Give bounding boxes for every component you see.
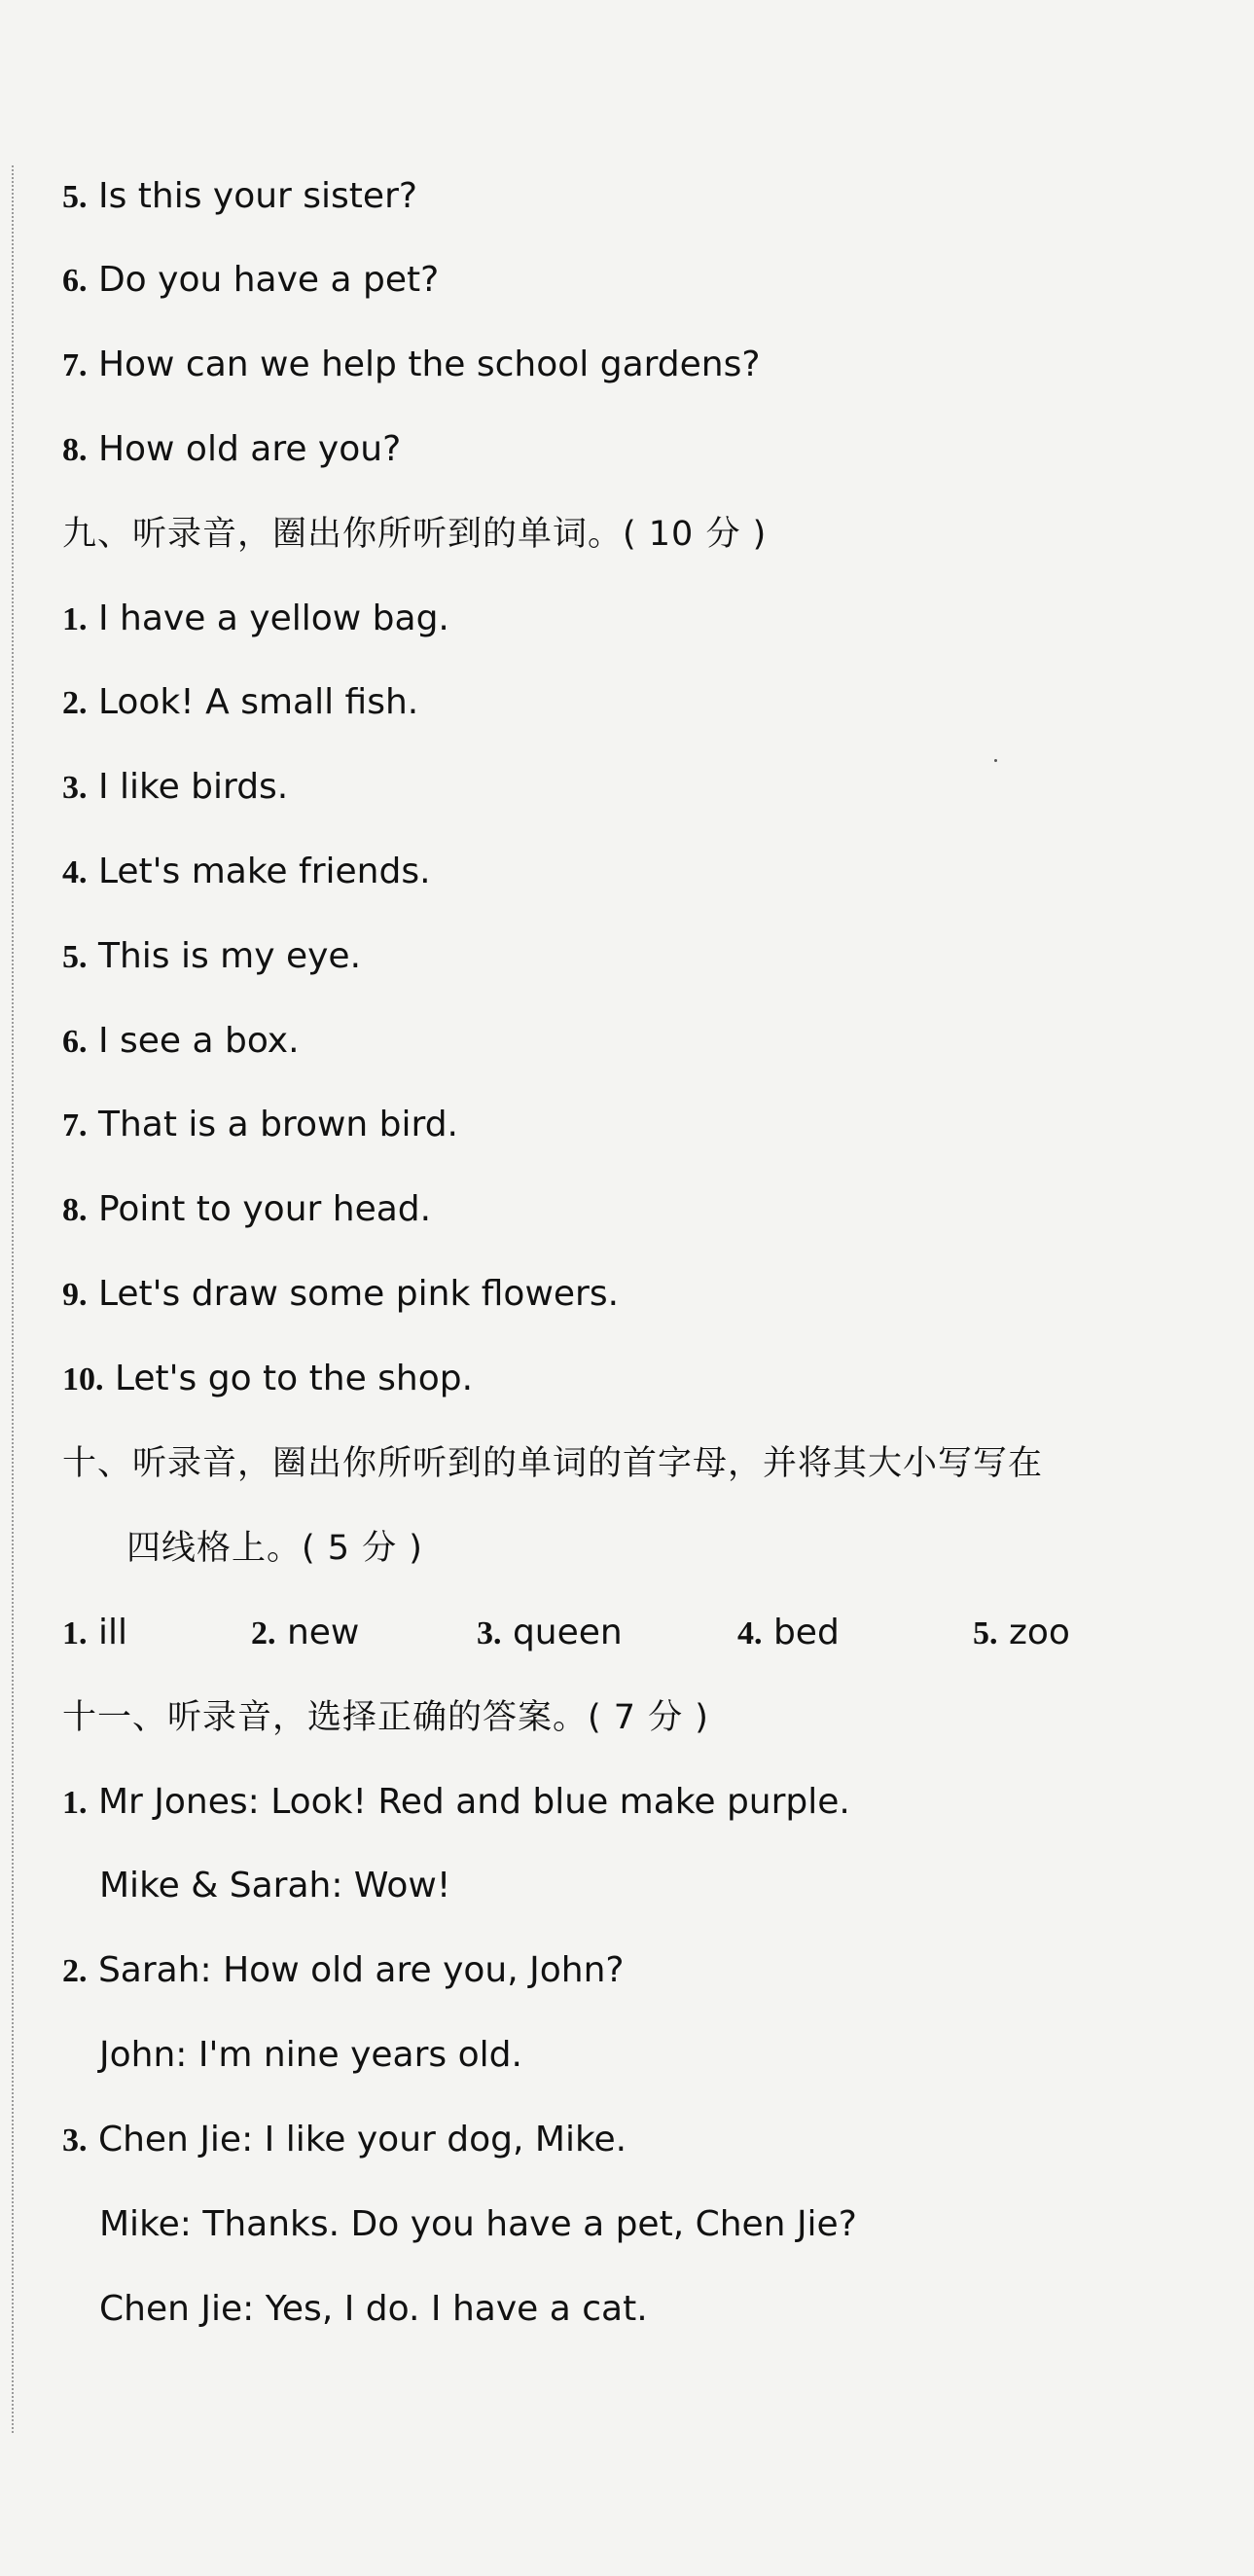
item-number: 1. (62, 601, 88, 637)
item-text: Point to your head. (97, 1189, 432, 1229)
item-number: 9. (62, 1277, 88, 1313)
part10-word-1 (62, 1612, 127, 1655)
part8-item-6 (62, 259, 439, 303)
part11-item-1 (62, 1781, 850, 1825)
item-number: 6. (62, 1024, 88, 1060)
item-number: 3. (62, 770, 88, 806)
item-number: 3. (62, 2122, 88, 2159)
part8-item-5 (62, 175, 417, 219)
item-number: 1. (62, 1615, 88, 1651)
item-text: queen (512, 1613, 623, 1652)
part9-item-2 (62, 681, 418, 725)
item-text: bed (772, 1613, 840, 1652)
part11-item-2 (62, 1949, 625, 1993)
part9-item-7 (62, 1104, 458, 1147)
part9-item-4 (62, 851, 431, 894)
part9-item-1 (62, 598, 449, 641)
part9-item-9 (62, 1273, 619, 1317)
dialogue-line: Chen Jie: I like your dog, Mike. (97, 2120, 627, 2159)
item-number: 6. (62, 263, 88, 299)
item-text: How old are you? (97, 429, 402, 469)
item-number: 4. (62, 854, 88, 890)
item-number: 2. (62, 1953, 88, 1989)
item-number: 2. (251, 1615, 276, 1651)
dialogue-line: Mike & Sarah: Wow! (99, 1866, 451, 1905)
part8-item-8 (62, 428, 401, 472)
item-number: 2. (62, 685, 88, 721)
binding-dotted-line (12, 165, 14, 2433)
item-text: ill (97, 1613, 127, 1652)
item-text: Let's draw some pink flowers. (97, 1274, 620, 1314)
item-text: Is this your sister? (97, 176, 417, 216)
item-text: Let's go to the shop. (114, 1359, 474, 1398)
part10-word-2 (251, 1612, 359, 1655)
part10-heading-line2: 四线格上。( 5 分 ) (126, 1529, 423, 1568)
scan-speck (994, 759, 997, 762)
item-number: 5. (973, 1615, 998, 1651)
part9-item-3 (62, 766, 288, 810)
item-number: 5. (62, 939, 88, 975)
item-number: 7. (62, 347, 88, 383)
part9-item-6 (62, 1020, 300, 1064)
item-text: Do you have a pet? (97, 260, 440, 300)
item-number: 4. (737, 1615, 763, 1651)
dialogue-line: Sarah: How old are you, John? (97, 1950, 625, 1990)
part9-heading: 九、听录音，圈出你所听到的单词。( 10 分 ) (62, 515, 768, 554)
item-text: I like birds. (97, 767, 289, 807)
item-text: I see a box. (97, 1021, 300, 1061)
item-number: 3. (477, 1615, 502, 1651)
dialogue-line: Chen Jie: Yes, I do. I have a cat. (99, 2289, 648, 2329)
part11-heading: 十一、听录音，选择正确的答案。( 7 分 ) (62, 1698, 709, 1737)
item-text: How can we help the school gardens? (97, 345, 761, 384)
dialogue-line: Mr Jones: Look! Red and blue make purple. (97, 1782, 850, 1822)
item-number: 5. (62, 179, 88, 215)
part9-item-10 (62, 1358, 473, 1401)
part10-heading-line1: 十、听录音，圈出你所听到的单词的首字母，并将其大小写写在 (62, 1444, 1044, 1483)
item-text: This is my eye. (97, 936, 362, 976)
item-number: 8. (62, 432, 88, 468)
part11-item-3 (62, 2119, 627, 2162)
item-text: I have a yellow bag. (97, 599, 449, 638)
item-number: 1. (62, 1785, 88, 1821)
item-text: new (286, 1613, 360, 1652)
item-text: That is a brown bird. (97, 1105, 458, 1144)
dialogue-line: Mike: Thanks. Do you have a pet, Chen Jie? (99, 2204, 857, 2244)
item-number: 10. (62, 1361, 104, 1397)
part9-item-5 (62, 935, 361, 979)
item-text: Let's make friends. (97, 852, 431, 891)
part10-word-4 (737, 1612, 840, 1655)
item-number: 7. (62, 1107, 88, 1143)
part10-word-5 (973, 1612, 1070, 1655)
item-text: Look! A small fish. (97, 682, 419, 722)
item-number: 8. (62, 1192, 88, 1228)
item-text: zoo (1008, 1613, 1070, 1652)
part9-item-8 (62, 1188, 431, 1232)
part8-item-7 (62, 344, 761, 387)
part10-word-3 (477, 1612, 623, 1655)
dialogue-line: John: I'm nine years old. (99, 2035, 522, 2075)
